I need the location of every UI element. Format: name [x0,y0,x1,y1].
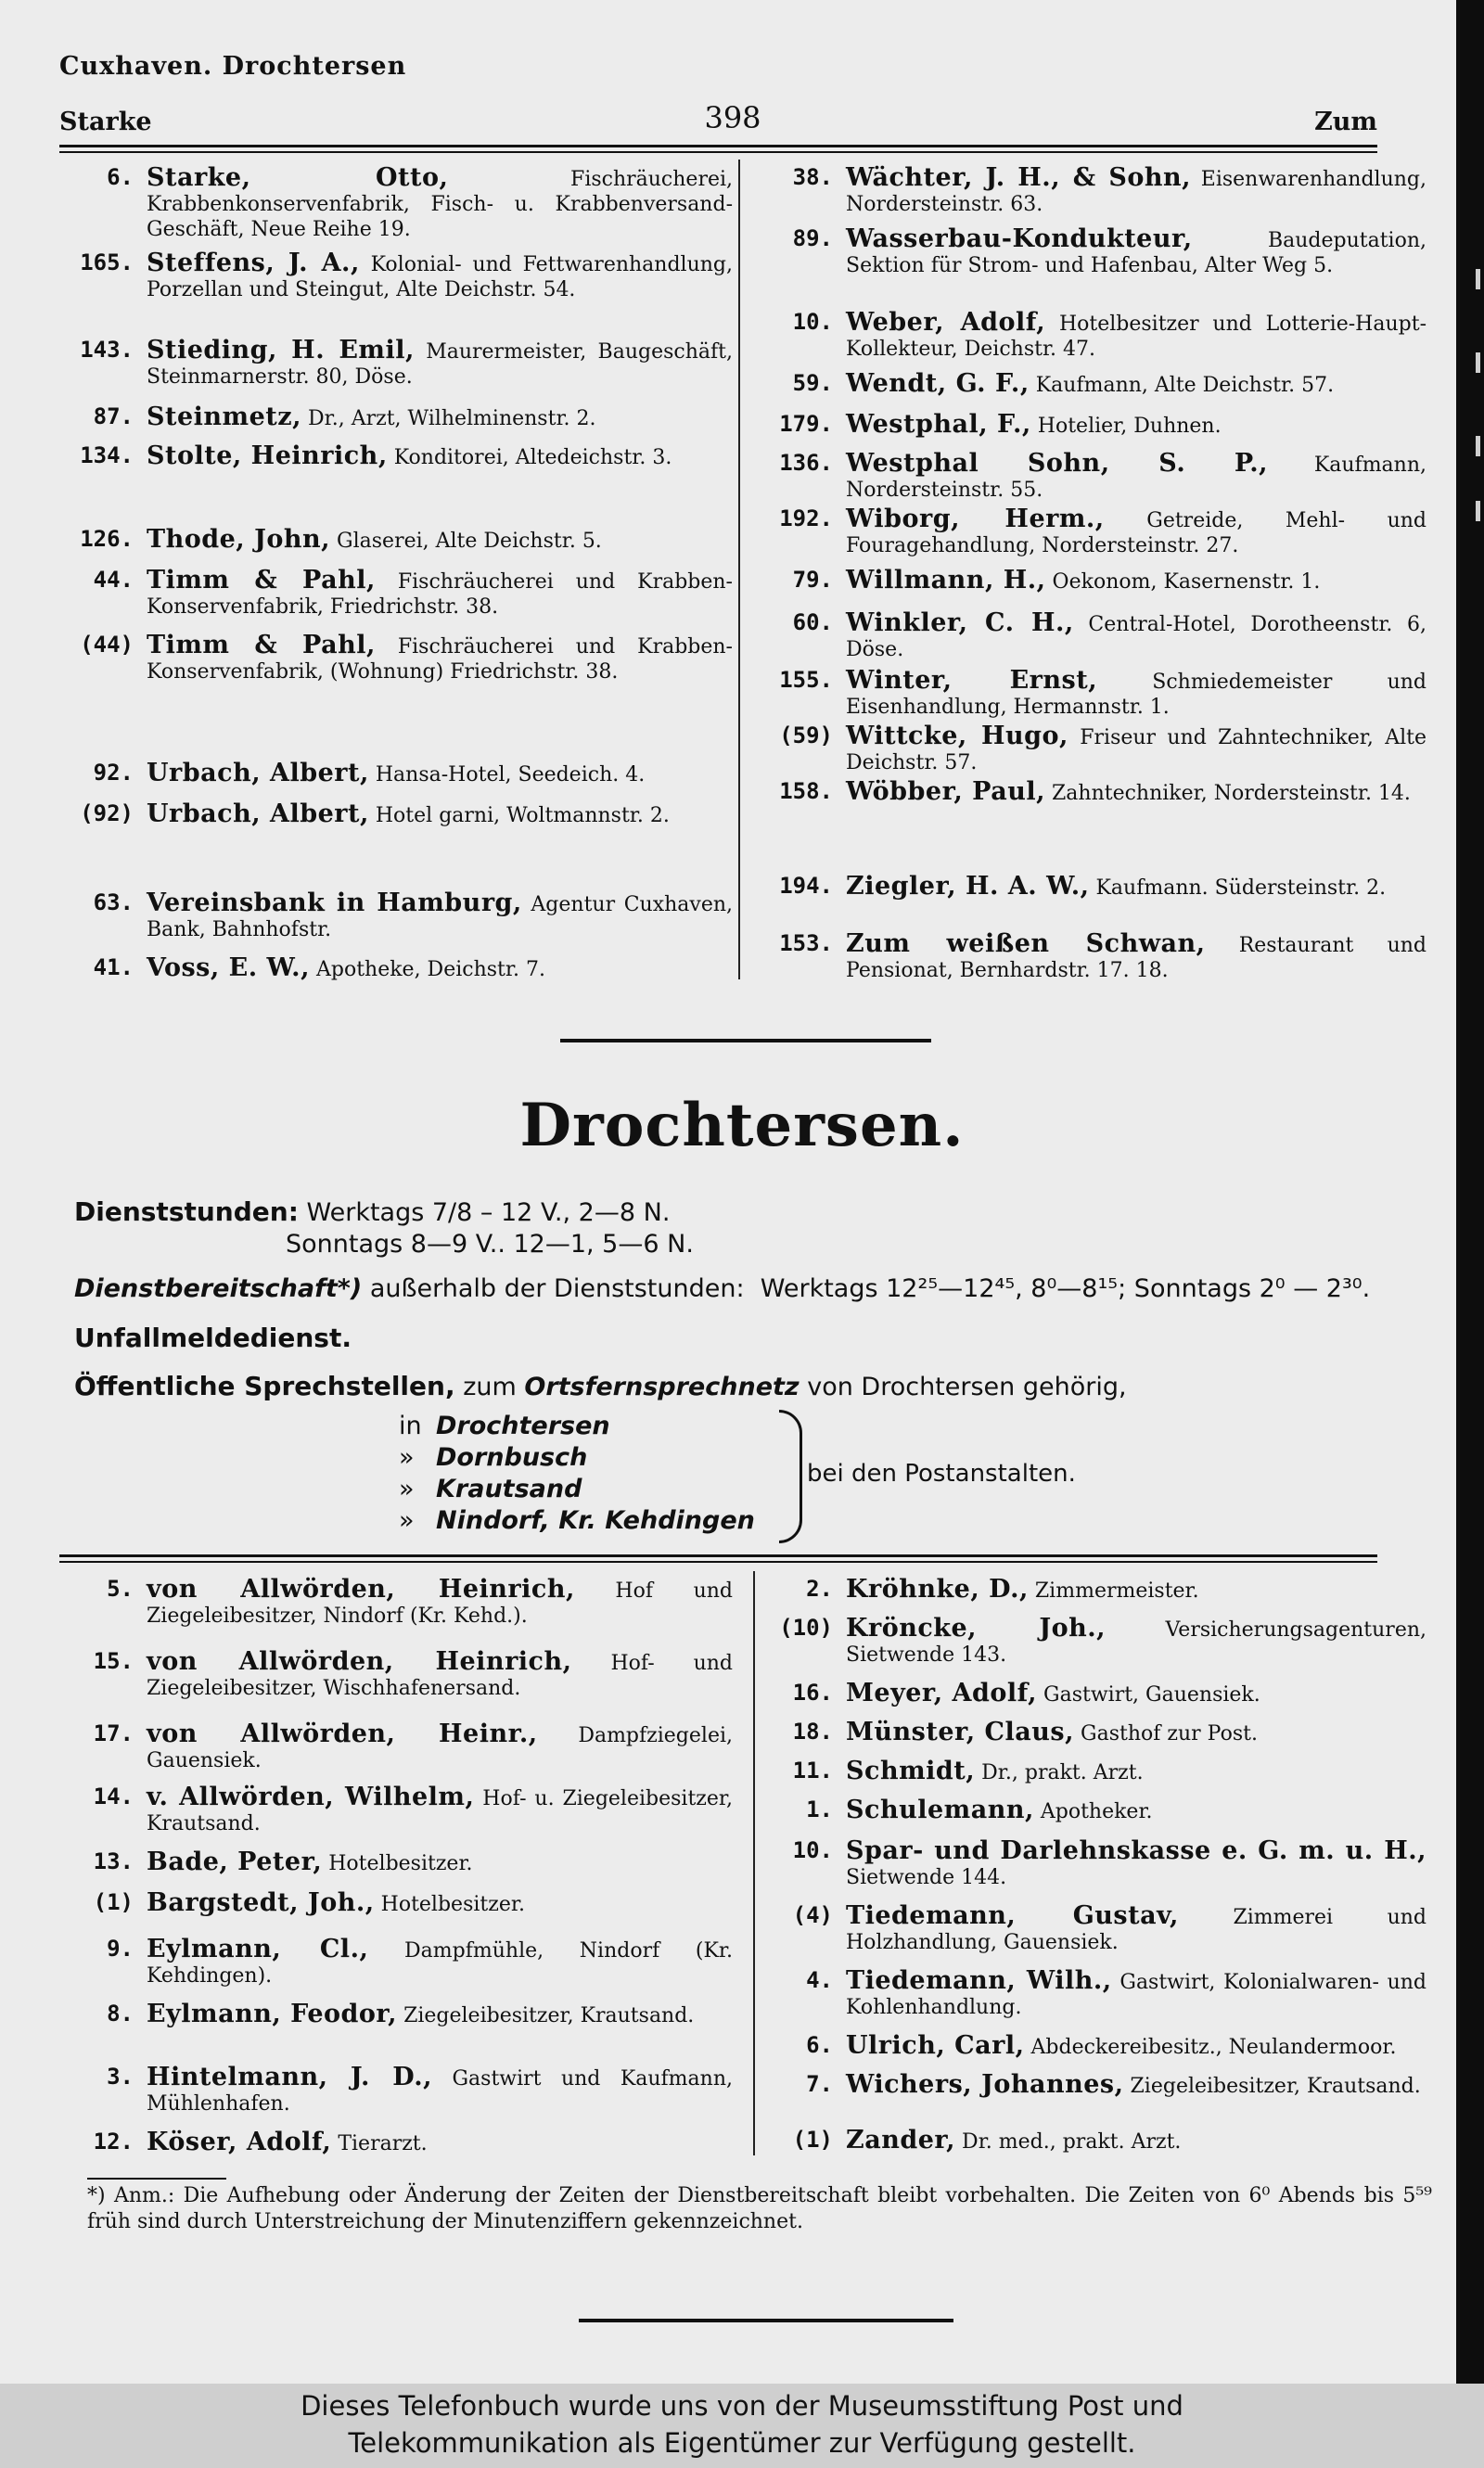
entry-number: 15. [93,1648,134,1674]
entry-desc: Restaurant und Pensionat, Bernhardstr. 17. 18. [846,934,1426,982]
column-separator [738,160,740,979]
list-item [759,1720,1426,1746]
entry-text [147,443,733,470]
entry-text [147,1937,733,1988]
entry-number: 59. [792,370,833,396]
entry-number: 10. [792,309,833,335]
list-item [59,1890,733,1917]
entry-desc: Glaserei, Alte Deichstr. 5. [330,530,602,553]
scan-edge [1456,0,1484,2384]
entry-desc: Friseur und Zahntechniker, Alte Deichstr. 57. [846,726,1426,774]
entry-number: 13. [93,1848,134,1874]
place-item [399,1443,587,1472]
list-item [759,1616,1426,1668]
entry-name: Wächter, J. H., & Sohn, [846,163,1191,192]
entry-text [147,633,733,684]
entry-desc: Gastwirt und Kaufmann, Mühlenhafen. [147,2067,733,2116]
entry-text [147,1649,733,1701]
entry-text [147,801,733,828]
entry-text [147,1784,733,1836]
entry-number: 165. [80,249,134,275]
entry-name: Ziegler, H. A. W., [846,872,1090,901]
list-item [759,2072,1426,2099]
list-item [759,1681,1426,1707]
entry-text [147,2001,733,2028]
entry-number: 153. [779,930,833,956]
entry-number: 5. [107,1576,134,1602]
entry-number: 60. [792,609,833,635]
entry-text [846,165,1426,217]
list-item [59,1849,733,1876]
entry-number: 155. [779,667,833,693]
entry-name: Wasserbau-Kondukteur, [846,224,1193,253]
entry-name: Winter, Ernst, [846,666,1098,695]
entry-name: Eylmann, Feodor, [147,2000,398,2028]
entry-number: 18. [792,1719,833,1745]
list-item [59,250,733,302]
entry-number: 6. [806,2032,833,2058]
bereitschaft-line [74,1274,1370,1303]
entry-desc: Getreide, Mehl- und Fouragehandlung, Nordersteinstr. 27. [846,509,1426,557]
entry-desc: Oekonom, Kasernenstr. 1. [1045,570,1321,594]
list-item [59,1937,733,1988]
page-end-rule [579,2319,953,2322]
entry-number: 14. [93,1784,134,1809]
place-item [399,1412,610,1440]
entry-text [846,1758,1426,1785]
drochtersen-right-column [759,1577,1426,2170]
list-item [759,1903,1426,1955]
entry-desc: Maurermeister, Baugeschäft, Steinmarnerstr. 80, Döse. [147,340,733,389]
list-item [759,2128,1426,2155]
entry-text [846,1797,1426,1824]
list-item [759,451,1426,503]
list-item [59,443,733,470]
entry-text [846,2033,1426,2060]
entry-name: Vereinsbank in Hamburg, [147,889,522,917]
ortsfernsprechnetz: Ortsfernsprechnetz [524,1373,800,1401]
unfallmeldedienst [74,1323,352,1353]
cuxhaven-right-column [759,165,1426,981]
entry-desc: Agentur Cuxhaven, Bank, Bahnhofstr. [147,893,733,941]
header-rule [59,145,1377,153]
entry-text [846,668,1426,720]
entry-desc: Hotelier, Duhnen. [1030,415,1222,438]
list-item [759,165,1426,217]
list-item [759,568,1426,595]
entry-name: Eylmann, Cl., [147,1935,369,1963]
entry-text [147,250,733,302]
entry-text [147,1890,733,1917]
list-item [759,668,1426,720]
entry-desc: Hansa-Hotel, Seedeich. 4. [368,763,646,786]
entry-text [846,2128,1426,2155]
footnote-rule [87,2178,226,2180]
entry-desc: Kolonial- und Fettwarenhandlung, Porzellan und Steingut, Alte Deichstr. 54. [147,253,733,301]
list-item [59,1577,733,1629]
entry-number: 194. [779,873,833,899]
entry-name: Wendt, G. F., [846,369,1030,398]
banner-line-1: Dieses Telefonbuch wurde uns von der Museumsstiftung Post und [301,2390,1183,2422]
entry-number: (10) [779,1615,833,1641]
entry-name: v. Allwörden, Wilhelm, [147,1783,475,1811]
entry-name: Tiedemann, Wilh., [846,1966,1112,1995]
entry-name: von Allwörden, Heinrich, [147,1647,572,1676]
entry-desc: Ziegeleibesitzer, Krautsand. [1123,2075,1421,2098]
entry-desc: Hof- u. Ziegeleibesitzer, Krautsand. [147,1787,733,1835]
entry-number: 17. [93,1720,134,1746]
entry-name: Willmann, H., [846,566,1046,595]
entry-desc: Hof und Ziegeleibesitzer, Nindorf (Kr. Kehd.). [147,1579,734,1628]
entry-desc: Tierarzt. [331,2132,428,2155]
entry-name: Steffens, J. A., [147,249,360,277]
entry-number: 3. [107,2064,134,2090]
entry-text [846,451,1426,503]
entry-number: 12. [93,2129,134,2155]
entry-name: Schmidt, [846,1757,976,1785]
entry-desc: Hotelbesitzer. [374,1893,525,1916]
list-item [759,931,1426,983]
entry-number: 16. [792,1680,833,1706]
list-item [59,633,733,684]
list-item [59,568,733,620]
place-item [399,1475,582,1503]
entry-name: Winkler, C. H., [846,608,1074,637]
entry-name: Ulrich, Carl, [846,2031,1025,2060]
entry-number: 4. [806,1967,833,1993]
list-item [59,955,733,982]
place-prefix: » [399,1506,415,1535]
entry-text [147,1721,733,1773]
entry-number: 126. [80,526,134,552]
entry-text [846,874,1426,901]
entry-number: 2. [806,1576,833,1602]
list-item [59,404,733,431]
place-name: Krautsand [436,1475,582,1503]
entry-name: Timm & Pahl, [147,631,376,659]
entry-text [846,1903,1426,1955]
page-number: 398 [704,100,761,135]
entry-desc: Central-Hotel, Dorotheenstr. 6, Döse. [846,613,1427,661]
entry-text [846,1577,1426,1604]
cuxhaven-left-column [59,165,733,981]
entry-name: Tiedemann, Gustav, [846,1901,1179,1930]
entry-desc: Gastwirt, Gauensiek. [1037,1683,1260,1707]
list-item [759,874,1426,901]
entry-name: Urbach, Albert, [147,759,369,787]
entry-number: 136. [779,450,833,476]
entry-desc: Eisenwarenhandlung, Nordersteinstr. 63. [846,168,1426,216]
entry-text [846,723,1426,775]
entry-name: Bargstedt, Joh., [147,1888,375,1917]
bei-postanstalten: bei den Postanstalten. [807,1460,1076,1488]
place-prefix: » [399,1475,415,1503]
header-last-entry: Zum [1314,108,1377,136]
entry-name: Bade, Peter, [147,1848,323,1876]
entry-desc: Sietwende 144. [846,1866,1007,1889]
column-separator-2 [753,1571,755,2155]
entry-text [846,371,1426,398]
entry-name: Hintelmann, J. D., [147,2063,433,2091]
entry-text [147,2065,733,2116]
entry-desc: Schmiedemeister und Eisenhandlung, Hermannstr. 1. [846,671,1426,719]
entry-number: (1) [93,1889,134,1915]
entry-name: von Allwörden, Heinr., [147,1720,538,1748]
entry-number: 11. [792,1758,833,1784]
entry-number: (59) [779,722,833,748]
brace [779,1410,802,1543]
sprechstellen-line [74,1371,1127,1401]
entry-name: Wichers, Johannes, [846,2070,1124,2099]
entry-text [846,610,1426,662]
entry-number: (92) [80,800,134,826]
list-item [59,1784,733,1836]
entry-text [846,568,1426,595]
place-name: Drochtersen [436,1412,610,1440]
entry-desc: Kaufmann, Alte Deichstr. 57. [1029,374,1335,397]
entry-number: 8. [107,2001,134,2027]
entry-number: 179. [779,411,833,437]
unfall-label: Unfallmeldedienst. [74,1323,352,1353]
entry-text [846,931,1426,983]
entry-desc: Hotelbesitzer und Lotterie-Haupt-Kollekteur, Deichstr. 47. [846,313,1427,361]
list-item [759,779,1426,806]
entry-name: Zum weißen Schwan, [846,929,1206,958]
sprechstellen-mid: zum [463,1373,517,1401]
entry-name: Wittcke, Hugo, [846,722,1068,750]
entry-name: Timm & Pahl, [147,566,376,595]
entry-name: Voss, E. W., [147,953,310,982]
entry-desc: Konditorei, Altedeichstr. 3. [387,446,672,469]
bereitschaft-times: Werktags 12²⁵—12⁴⁵, 8⁰—8¹⁵; Sonntags 2⁰ — 2³⁰. [760,1274,1371,1303]
entry-number: 158. [779,778,833,804]
entry-text [846,779,1426,806]
entry-text [846,1968,1426,2020]
entry-desc: Fischräucherei und Krabben-Konservenfabrik, Friedrichstr. 38. [147,570,733,619]
entry-name: von Allwörden, Heinrich, [147,1575,575,1604]
list-item [59,761,733,787]
entry-number: 87. [93,403,134,429]
entry-desc: Gastwirt, Kolonialwaren- und Kohlenhandlung. [846,1971,1426,2019]
entry-name: Starke, Otto, [147,163,449,192]
entry-number: 9. [107,1936,134,1962]
entry-desc: Kaufmann, Nordersteinstr. 55. [846,454,1427,502]
entry-number: 41. [93,954,134,980]
bereitschaft-text: außerhalb der Dienststunden: [369,1274,745,1303]
entry-text [147,568,733,620]
entry-text [846,1720,1426,1746]
dienststunden-label: Dienststunden: [74,1196,299,1227]
entry-name: Schulemann, [846,1796,1034,1824]
entry-desc: Hof- und Ziegeleibesitzer, Wischhafenersand. [147,1652,733,1700]
entry-desc: Gasthof zur Post. [1074,1722,1258,1746]
bereitschaft-label: Dienstbereitschaft*) [74,1274,363,1303]
footnote: *) Anm.: Die Aufhebung oder Änderung der Zeiten der Dienstbereitschaft bleibt vorbehalten. Die Zeiten von 6⁰ Abends bis 5⁵⁹ früh sind durch Unterstreichung der Minutenziffern gekennzeichnet. [87,2184,1432,2233]
entry-name: Westphal Sohn, S. P., [846,449,1269,478]
dienststunden-weekdays: Werktags 7/8 – 12 V., 2—8 N. [306,1198,671,1227]
entry-text [147,404,733,431]
list-item [759,2033,1426,2060]
entry-desc: Dr., prakt. Arzt. [975,1761,1144,1784]
entry-number: (1) [792,2127,833,2153]
entry-text [846,1681,1426,1707]
entry-desc: Dr. med., prakt. Arzt. [955,2130,1182,2154]
entry-name: Stolte, Heinrich, [147,441,388,470]
provenance-banner [0,2384,1484,2468]
place-item [399,1506,755,1535]
entry-desc: Fischräucherei und Krabben-Konservenfabrik, (Wohnung) Friedrichstr. 38. [147,635,733,684]
entry-desc: Baudeputation, Sektion für Strom- und Hafenbau, Alter Weg 5. [846,229,1426,277]
entry-name: Spar- und Darlehnskasse e. G. m. u. H., [846,1836,1426,1865]
entry-name: Weber, Adolf, [846,308,1046,337]
section-title: Drochtersen. [519,1091,965,1160]
list-item [759,412,1426,439]
list-item [759,1968,1426,2020]
entry-number: 79. [792,567,833,593]
entry-name: Münster, Claus, [846,1718,1075,1746]
entry-name: Wiborg, Herm., [846,505,1105,533]
entry-name: Zander, [846,2126,956,2155]
entry-text [846,226,1426,278]
entry-name: Kröhnke, D., [846,1575,1029,1604]
list-item [59,165,733,242]
entry-number: 7. [806,2071,833,2097]
place-prefix: » [399,1443,415,1472]
entry-text [147,761,733,787]
list-item [759,1577,1426,1604]
list-item [59,890,733,942]
entry-desc: Zimmermeister. [1028,1579,1199,1603]
list-item [59,1721,733,1773]
list-item [59,2129,733,2156]
entry-desc: Versicherungsagenturen, Sietwende 143. [846,1618,1427,1667]
entry-number: 143. [80,337,134,363]
entry-name: Stieding, H. Emil, [147,336,415,364]
entry-text [846,310,1426,362]
entry-text [846,1616,1426,1668]
entry-number: 44. [93,567,134,593]
entry-number: 89. [792,225,833,251]
header-first-entry: Starke [59,108,152,136]
entry-number: (44) [80,632,134,658]
entry-number: 192. [779,505,833,531]
entry-text [147,890,733,942]
list-item [59,2001,733,2028]
list-item [759,610,1426,662]
entry-desc: Apotheke, Deichstr. 7. [309,958,545,981]
list-item [759,506,1426,558]
list-item [759,310,1426,362]
running-header: Cuxhaven. Drochtersen [59,52,407,81]
list-item [59,801,733,828]
entry-text [846,506,1426,558]
list-item [759,1758,1426,1785]
entry-desc: Kaufmann. Südersteinstr. 2. [1089,876,1387,900]
entry-number: 1. [806,1797,833,1822]
list-item [759,1838,1426,1890]
entry-number: 6. [107,164,134,190]
entry-desc: Ziegeleibesitzer, Krautsand. [397,2004,695,2027]
entry-desc: Fischräucherei, Krabbenkonservenfabrik, Fisch- u. Krabbenversand-Geschäft, Neue Reihe 19. [147,168,734,241]
entry-text [846,412,1426,439]
list-item [759,723,1426,775]
listing-rule [59,1554,1377,1563]
sprechstellen-end: von Drochtersen gehörig, [807,1373,1127,1401]
entry-number: 92. [93,760,134,786]
sprechstellen-label: Öffentliche Sprechstellen, [74,1371,455,1401]
entry-desc: Hotelbesitzer. [322,1852,473,1875]
entry-text [147,955,733,982]
entry-desc: Abdeckereibesitz., Neulandermoor. [1024,2036,1397,2059]
list-item [59,2065,733,2116]
entry-name: Meyer, Adolf, [846,1679,1038,1707]
place-name: Nindorf, Kr. Kehdingen [436,1506,755,1535]
entry-name: Wöbber, Paul, [846,777,1045,806]
place-prefix: in [399,1412,422,1440]
entry-text [147,2129,733,2156]
entry-number: 10. [792,1837,833,1863]
entry-text [147,165,733,242]
entry-desc: Dampfziegelei, Gauensiek. [147,1724,733,1772]
entry-name: Urbach, Albert, [147,799,369,828]
entry-desc: Dr., Arzt, Wilhelminenstr. 2. [301,407,596,430]
entry-text [846,1838,1426,1890]
dienststunden-sundays: Sonntags 8—9 V.. 12—1, 5—6 N. [286,1230,694,1259]
drochtersen-left-column [59,1577,733,2170]
entry-number: (4) [792,1902,833,1928]
entry-name: Köser, Adolf, [147,2128,332,2156]
list-item [759,371,1426,398]
banner-line-2: Telekommunikation als Eigentümer zur Verfügung gestellt. [348,2427,1136,2459]
entry-text [846,2072,1426,2099]
list-item [759,226,1426,278]
entry-desc: Hotel garni, Woltmannstr. 2. [368,804,670,827]
entry-name: Kröncke, Joh., [846,1614,1107,1643]
entry-desc: Dampfmühle, Nindorf (Kr. Kehdingen). [147,1939,734,1988]
list-item [59,338,733,390]
entry-text [147,1577,733,1629]
entry-text [147,338,733,390]
list-item [59,527,733,554]
list-item [759,1797,1426,1824]
entry-number: 134. [80,442,134,468]
entry-name: Westphal, F., [846,410,1031,439]
entry-desc: Apotheker. [1033,1800,1153,1823]
place-name: Dornbusch [436,1443,588,1472]
entry-desc: Zimmerei und Holzhandlung, Gauensiek. [846,1906,1426,1954]
entry-name: Thode, John, [147,525,331,554]
section-rule [560,1039,931,1042]
entry-number: 38. [792,164,833,190]
entry-text [147,1849,733,1876]
entry-number: 63. [93,889,134,915]
list-item [59,1649,733,1701]
dienststunden-line1 [74,1196,670,1227]
entry-name: Steinmetz, [147,403,301,431]
entry-text [147,527,733,554]
entry-desc: Zahntechniker, Nordersteinstr. 14. [1045,782,1411,805]
